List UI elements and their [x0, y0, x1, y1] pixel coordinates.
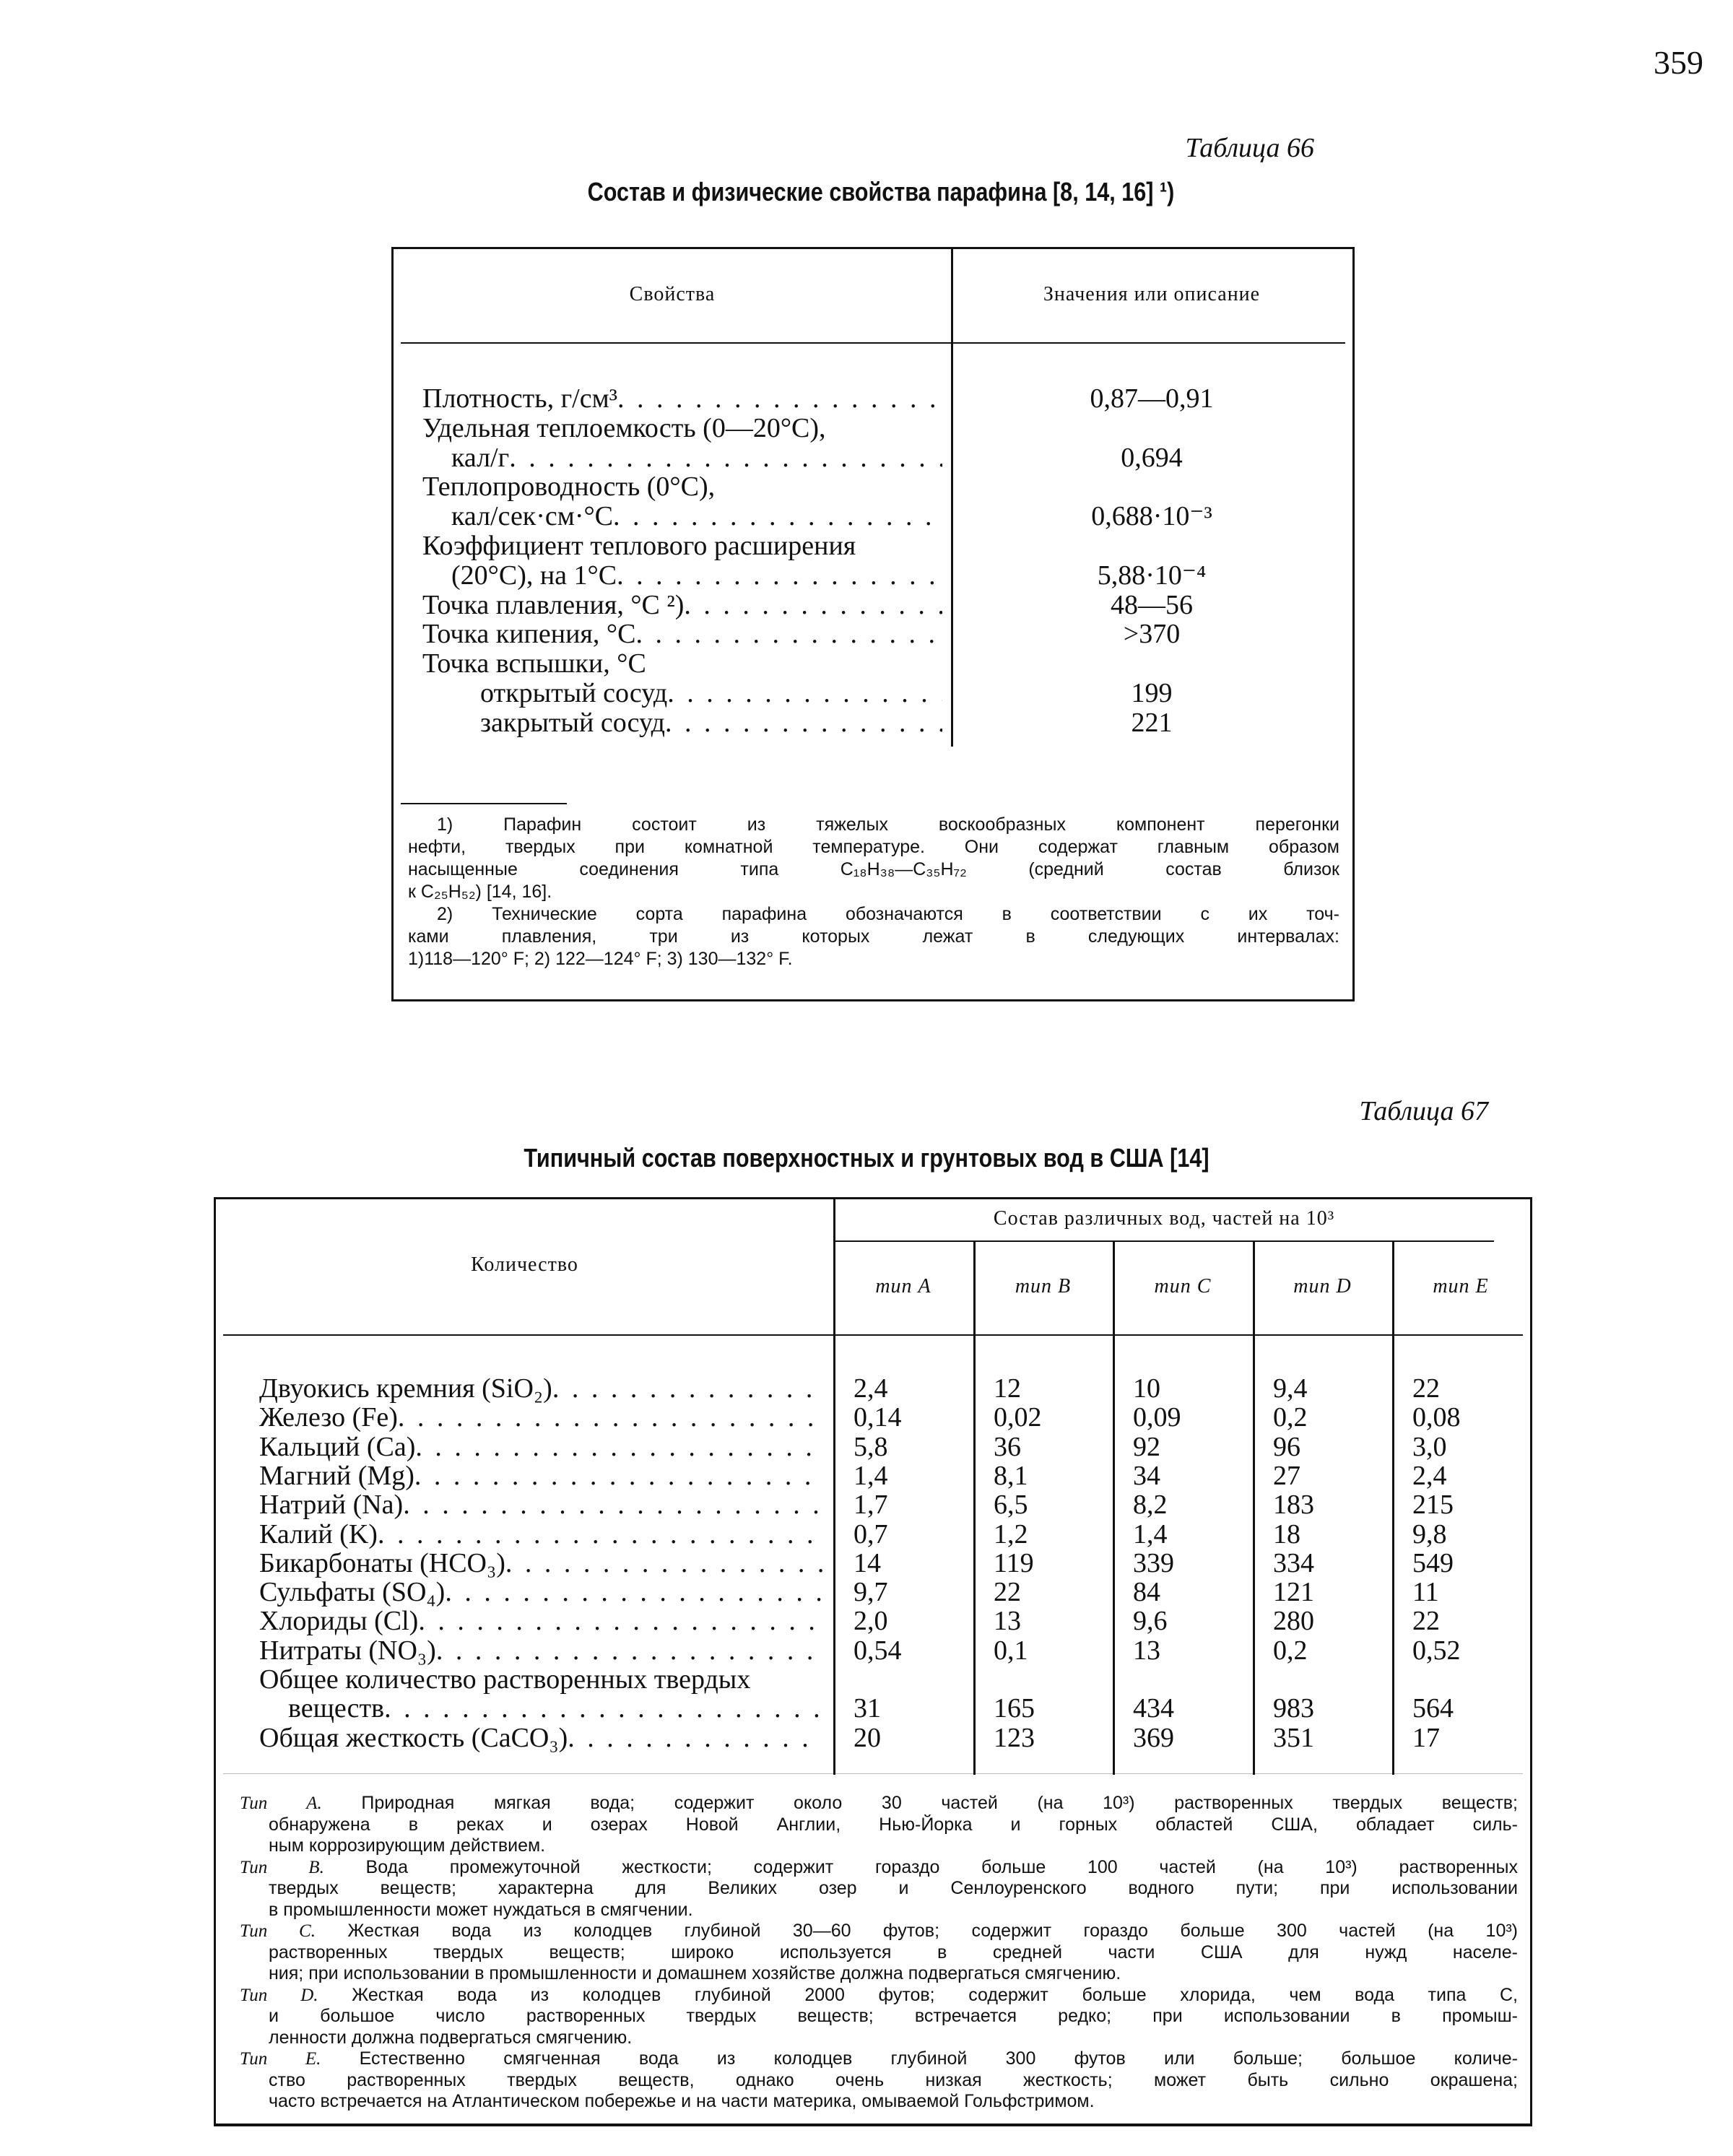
cell-value: 2,0: [854, 1606, 888, 1637]
cell-value: 121: [1273, 1577, 1314, 1608]
table-row: [259, 1636, 822, 1666]
cell-value: 5,8: [854, 1431, 888, 1462]
dot-leader: [617, 384, 942, 414]
cell-value: 0,1: [994, 1635, 1028, 1666]
table-67: [214, 1197, 1532, 2126]
cell-value: 18: [1273, 1518, 1300, 1549]
cell-value: 96: [1273, 1431, 1300, 1462]
note-text: Жесткая вода из колодцев глубиной 2000 футов; содержит больше хлорида, чем вода типа C,: [352, 1984, 1518, 2005]
footnote-line: к C₂₅H₅₂) [14, 16].: [408, 882, 552, 902]
note-line: [240, 1963, 1518, 1985]
table-row: [259, 1549, 822, 1578]
note-line: [240, 1900, 1518, 1921]
dot-leader: [684, 591, 942, 620]
table-66-footnotes: [408, 814, 1339, 970]
component-label: веществ: [288, 1694, 385, 1724]
property-label: (20°С), на 1°С: [451, 560, 617, 591]
table-67-title: Типичный состав поверхностных и грунтовых вод в США [14]: [524, 1143, 1209, 1173]
table-66-title: Состав и физические свойства парафина [8, 14, 16] ¹): [587, 177, 1175, 207]
cell-value: 3,0: [1412, 1431, 1447, 1462]
cell-value: 22: [1412, 1373, 1440, 1404]
cell-value: 27: [1273, 1460, 1300, 1491]
note-text: Жесткая вода из колодцев глубиной 30—60 футов; содержит гораздо больше 300 частей (на 10³): [347, 1921, 1518, 1941]
property-value: >370: [1123, 619, 1181, 650]
group-header-rule: [833, 1240, 1494, 1242]
table-row: [422, 472, 942, 502]
table-row: [259, 1724, 822, 1753]
table-66-header-rule: [401, 342, 1345, 344]
table-row: [259, 1374, 822, 1404]
dot-leader: [418, 1607, 822, 1636]
note-type: Тип B.: [240, 1857, 324, 1877]
note-text: обнаружена в реках и озерах Новой Англии, Нью-Йорка и горных областей США, обладает силь-: [269, 1814, 1518, 1835]
note-type: Тип E.: [240, 2049, 321, 2069]
table-row: [422, 531, 942, 561]
cell-value: 84: [1133, 1577, 1160, 1608]
note-text: часто встречается на Атлантическом побережье и на части материка, омываемой Гольфстримом.: [269, 2091, 1095, 2111]
cell-value: 9,4: [1273, 1373, 1308, 1404]
component-label: Бикарбонаты (HCO₃): [259, 1548, 505, 1578]
dot-leader: [635, 620, 942, 649]
cell-value: 215: [1412, 1490, 1454, 1521]
note-text: ленности должна подвергаться смягчению.: [269, 2027, 633, 2048]
note-text: ным коррозирующим действием.: [269, 1835, 546, 1856]
cell-value: 14: [854, 1547, 881, 1578]
component-label: Общее количество растворенных твердых: [259, 1665, 751, 1695]
note-text: в промышленности может нуждаться в смягчении.: [269, 1899, 693, 1920]
cell-value: 9,6: [1133, 1606, 1168, 1637]
cell-value: 165: [994, 1693, 1035, 1724]
cell-value: 280: [1273, 1606, 1314, 1637]
table-row: [259, 1520, 822, 1549]
component-label: Натрий (Na): [259, 1490, 404, 1521]
table-row: [259, 1433, 822, 1462]
dot-leader: [398, 1403, 822, 1433]
table-row: [451, 502, 942, 531]
component-label: Хлориды (Cl): [259, 1607, 419, 1637]
property-label: Точка кипения, °С: [422, 620, 636, 650]
cell-value: 92: [1133, 1431, 1160, 1462]
cell-value: 564: [1412, 1693, 1454, 1724]
property-label: Теплопроводность (0°С),: [422, 472, 716, 503]
table-66-label: Таблица 66: [1185, 133, 1314, 163]
note-line: [240, 2070, 1518, 2092]
cell-value: 0,08: [1412, 1402, 1461, 1433]
cell-value: 2,4: [1412, 1460, 1447, 1491]
note-text: Вода промежуточной жесткости; содержит гораздо больше 100 частей (на 10³) растворенных: [365, 1856, 1518, 1877]
property-label: кал/сек·см·°С: [451, 502, 614, 532]
table-67-label: Таблица 67: [1359, 1096, 1488, 1126]
component-label: Калий (K): [259, 1519, 378, 1549]
note-line: [240, 1921, 1518, 1942]
cell-value: 12: [994, 1373, 1021, 1404]
cell-value: 0,14: [854, 1402, 902, 1433]
note-line: [240, 1857, 1518, 1879]
dot-leader: [378, 1520, 822, 1549]
footnote-line: 2) Технические сорта парафина обозначаются в соответствии с их точ-: [437, 904, 1339, 924]
table-row: [259, 1607, 822, 1636]
cell-value: 11: [1412, 1577, 1439, 1608]
footnote-line: 1)118—120° F; 2) 122—124° F; 3) 130—132° F.: [408, 949, 793, 969]
table-row: [422, 414, 942, 443]
footnote-line: нефти, твердых при комнатной температуре. Они содержат главным образом: [408, 837, 1339, 857]
table-row: [259, 1578, 822, 1607]
table-67-notes: [240, 1793, 1518, 2113]
table-67-bottom-rule: [214, 2124, 1532, 2126]
cell-value: 31: [854, 1693, 881, 1724]
table-67-header-rule: [223, 1334, 1523, 1336]
cell-value: 549: [1412, 1547, 1454, 1578]
cell-value: 22: [994, 1577, 1021, 1608]
component-label: Сульфаты (SO₄): [259, 1578, 446, 1608]
property-value: 5,88·10⁻⁴: [1097, 560, 1207, 591]
component-label: Кальций (Ca): [259, 1432, 416, 1462]
property-label: закрытый сосуд: [480, 708, 665, 738]
table-row: [259, 1490, 822, 1520]
footnote-line: 1) Парафин состоит из тяжелых воскообразных компонент перегонки: [437, 814, 1339, 835]
component-label: Общая жесткость (CaCO₃): [259, 1723, 568, 1753]
cell-value: 0,52: [1412, 1635, 1461, 1666]
dot-leader: [509, 443, 942, 473]
table-row: [451, 561, 942, 591]
property-label: открытый сосуд: [480, 679, 668, 708]
table-row: [422, 591, 942, 620]
property-value: 199: [1131, 678, 1173, 708]
cell-value: 334: [1273, 1547, 1314, 1578]
note-line: [240, 1814, 1518, 1836]
notes-separator: [223, 1773, 1523, 1774]
cell-value: 9,8: [1412, 1518, 1447, 1549]
dot-leader: [436, 1636, 822, 1666]
dot-leader: [568, 1724, 822, 1753]
dot-leader: [667, 679, 942, 708]
note-line: [240, 2048, 1518, 2070]
cell-value: 369: [1133, 1722, 1174, 1753]
table-row: [422, 384, 942, 414]
cell-value: 8,2: [1133, 1490, 1168, 1521]
component-label: Магний (Mg): [259, 1461, 414, 1491]
dot-leader: [414, 1461, 822, 1491]
header-type: тип E: [1433, 1275, 1489, 1297]
dot-leader: [552, 1374, 822, 1404]
table-66-top-rule: [391, 247, 1355, 249]
cell-value: 34: [1133, 1460, 1160, 1491]
property-label: Точка плавления, °С ²): [422, 590, 685, 620]
component-label: Двуокись кремния (SiO₂): [259, 1374, 552, 1404]
cell-value: 119: [994, 1547, 1034, 1578]
column-divider: [1113, 1242, 1115, 1775]
note-type: Тип D.: [240, 1985, 318, 2005]
property-value: 0,87—0,91: [1090, 383, 1214, 414]
cell-value: 22: [1412, 1606, 1440, 1637]
table-row: [422, 620, 942, 649]
cell-value: 434: [1133, 1693, 1174, 1724]
cell-value: 10: [1133, 1373, 1160, 1404]
note-text: твердых веществ; характерна для Великих озер и Сенлоуренского водного пути; при использовании: [269, 1878, 1518, 1898]
property-value: 0,688·10⁻³: [1091, 501, 1212, 532]
cell-value: 0,2: [1273, 1402, 1308, 1433]
note-line: [240, 2091, 1518, 2113]
table-row: [259, 1403, 822, 1433]
table-row: [288, 1694, 822, 1724]
property-value: 221: [1131, 707, 1173, 738]
note-line: [240, 1942, 1518, 1964]
note-text: Естественно смягченная вода из колодцев глубиной 300 футов или больше; большое количе-: [359, 2048, 1518, 2069]
cell-value: 983: [1273, 1693, 1314, 1724]
cell-value: 1,2: [994, 1518, 1028, 1549]
header-quantity: Количество: [471, 1253, 578, 1276]
header-type: тип A: [875, 1275, 931, 1297]
property-label: Точка вспышки, °С: [422, 649, 646, 679]
property-label: кал/г: [451, 443, 510, 473]
property-value: 48—56: [1111, 589, 1193, 620]
table-row: [422, 649, 942, 679]
cell-value: 8,1: [994, 1460, 1028, 1491]
footnote-rule: [401, 803, 567, 804]
header-type: тип C: [1154, 1275, 1212, 1297]
table-row: [259, 1665, 822, 1695]
note-line: [240, 2027, 1518, 2049]
note-line: [240, 1878, 1518, 1900]
header-properties: Свойства: [629, 283, 716, 305]
column-divider: [1392, 1242, 1394, 1775]
cell-value: 17: [1412, 1722, 1440, 1753]
cell-value: 0,54: [854, 1635, 902, 1666]
component-label: Нитраты (NO₃): [259, 1635, 436, 1666]
property-label: Удельная теплоемкость (0—20°С),: [422, 413, 826, 443]
cell-value: 1,7: [854, 1490, 888, 1521]
property-label: Плотность, г/см³: [422, 384, 618, 414]
dot-leader: [445, 1578, 822, 1607]
component-label: Железо (Fe): [259, 1403, 398, 1433]
note-text: Природная мягкая вода; содержит около 30 частей (на 10³) растворенных твердых веществ;: [361, 1793, 1518, 1813]
cell-value: 0,09: [1133, 1402, 1181, 1433]
table-66-bottom-rule: [391, 999, 1355, 1001]
header-values: Значения или описание: [1043, 283, 1261, 305]
cell-value: 123: [994, 1722, 1035, 1753]
column-divider: [1253, 1242, 1255, 1775]
cell-value: 183: [1273, 1490, 1314, 1521]
note-line: [240, 2006, 1518, 2027]
note-type: Тип A.: [240, 1794, 322, 1813]
dot-leader: [613, 502, 942, 531]
note-text: ство растворенных твердых веществ, однако очень низкая жесткость; может быть сильно окрашена;: [269, 2069, 1518, 2090]
cell-value: 0,02: [994, 1402, 1042, 1433]
table-row: [480, 679, 942, 708]
cell-value: 6,5: [994, 1490, 1028, 1521]
cell-value: 0,7: [854, 1518, 888, 1549]
header-composition: Состав различных вод, частей на 10³: [993, 1207, 1335, 1230]
cell-value: 36: [994, 1431, 1021, 1462]
property-label: Коэффициент теплового расширения: [422, 531, 856, 561]
dot-leader: [505, 1549, 822, 1578]
cell-value: 0,2: [1273, 1635, 1308, 1666]
cell-value: 1,4: [1133, 1518, 1168, 1549]
property-value: 0,694: [1121, 442, 1183, 473]
footnote-line: насыщенные соединения типа C₁₈H₃₈—C₃₅H₇₂ (средний состав близок: [408, 859, 1339, 879]
note-line: [240, 1985, 1518, 2007]
note-text: ния; при использовании в промышленности и домашнем хозяйстве должна подвергаться смягчению.: [269, 1963, 1121, 1983]
cell-value: 20: [854, 1722, 881, 1753]
note-text: и большое число растворенных твердых веществ; встречается редко; при использовании в промыш-: [269, 2006, 1518, 2026]
cell-value: 9,7: [854, 1577, 888, 1608]
table-66: [391, 247, 1355, 1001]
cell-value: 1,4: [854, 1460, 888, 1491]
header-type: тип D: [1293, 1275, 1352, 1297]
note-text: растворенных твердых веществ; широко используется в средней части США для нужд населе-: [269, 1942, 1518, 1962]
footnote-line: ками плавления, три из которых лежат в следующих интервалах:: [408, 926, 1339, 947]
header-type: тип B: [1015, 1275, 1072, 1297]
note-type: Тип C.: [240, 1921, 316, 1941]
dot-leader: [384, 1694, 822, 1724]
column-divider: [973, 1242, 976, 1775]
note-line: [240, 1793, 1518, 1814]
cell-value: 13: [994, 1606, 1021, 1637]
note-line: [240, 1835, 1518, 1857]
dot-leader: [617, 561, 942, 591]
dot-leader: [415, 1433, 822, 1462]
cell-value: 339: [1133, 1547, 1174, 1578]
cell-value: 13: [1133, 1635, 1160, 1666]
table-67-top-rule: [214, 1197, 1532, 1199]
cell-value: 2,4: [854, 1373, 888, 1404]
table-row: [451, 443, 942, 473]
table-row: [480, 708, 942, 738]
dot-leader: [665, 708, 942, 738]
cell-value: 351: [1273, 1722, 1314, 1753]
dot-leader: [403, 1490, 822, 1520]
page-number: 359: [1654, 44, 1703, 81]
table-row: [259, 1461, 822, 1491]
